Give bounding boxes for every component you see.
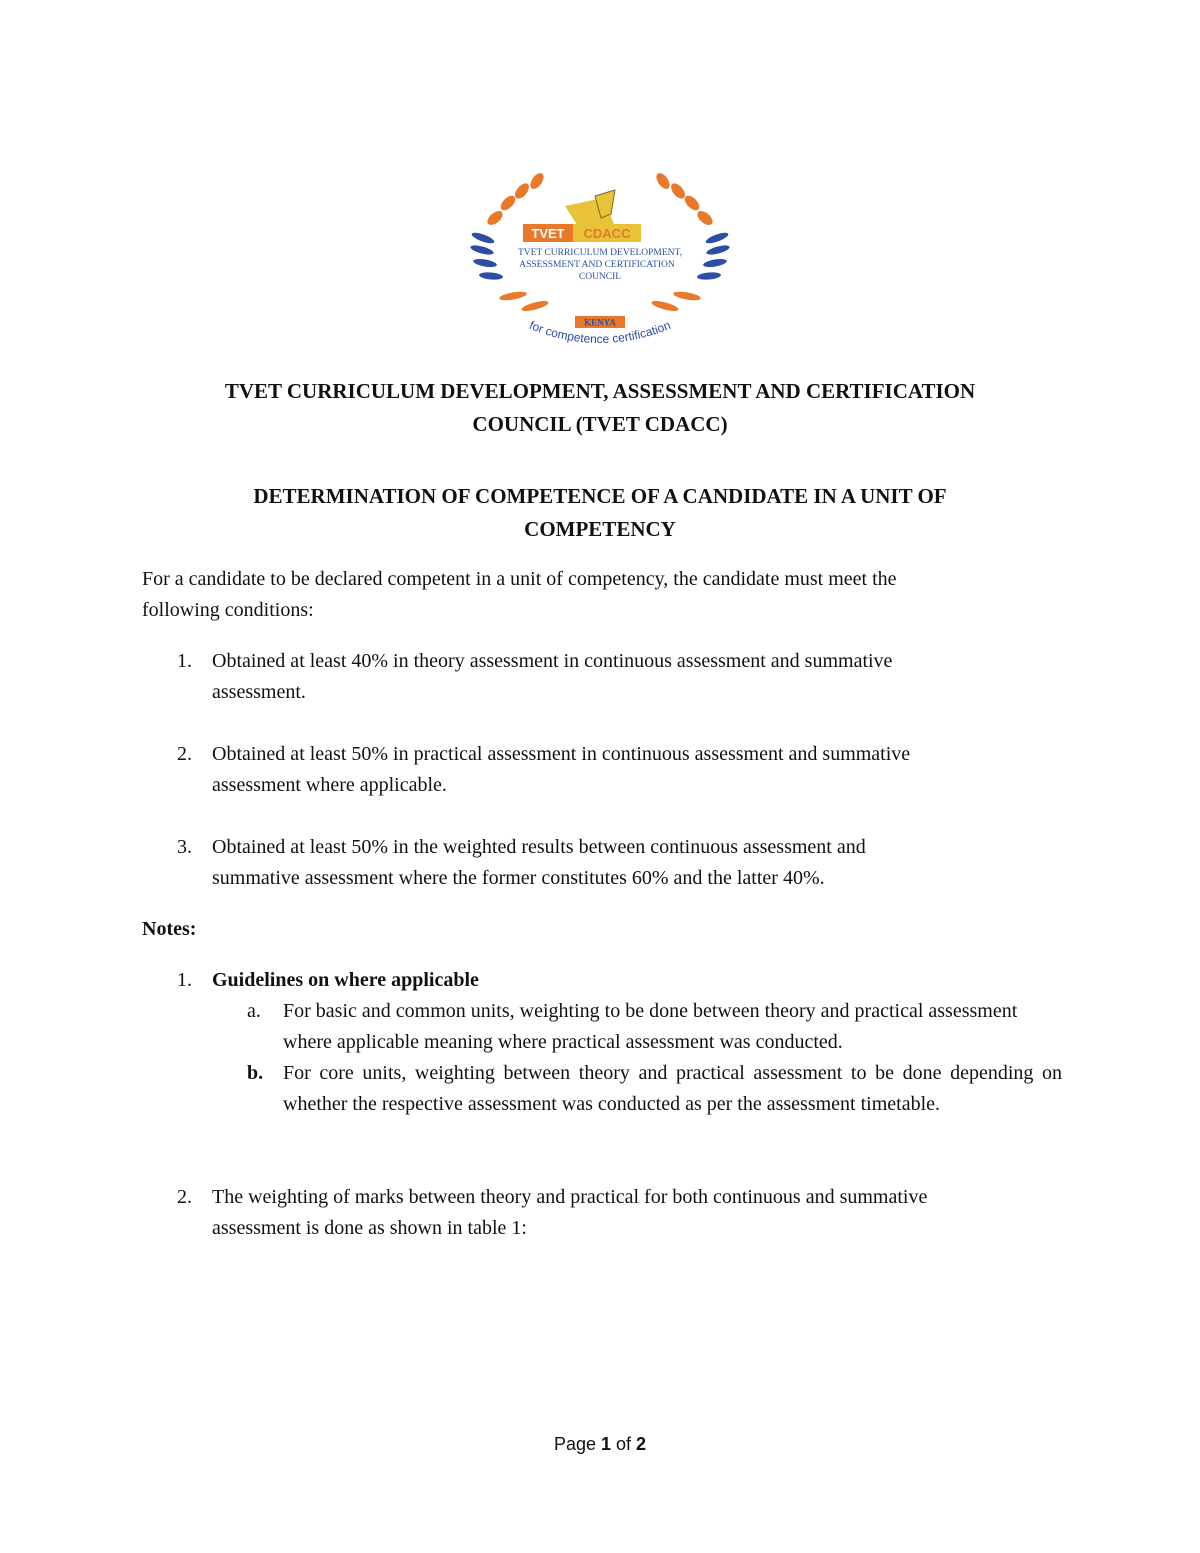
section-title-line1: DETERMINATION OF COMPETENCE OF A CANDIDATE IN A UNIT OF [253,484,947,508]
note-title: Guidelines on where applicable [212,969,479,991]
logo-country: KENYA [584,317,616,328]
note-number: 1. [177,969,192,991]
condition-text: Obtained at least 40% in theory assessment in continuous assessment and summative assessment. [212,650,893,703]
intro-line2: following conditions: [142,599,314,621]
footer-prefix: Page [553,1434,601,1454]
note-number: 2. [177,1186,192,1208]
logo-badge-left: TVET [531,226,565,241]
note-subitem-letter: b. [247,1062,264,1084]
condition-text: Obtained at least 50% in practical assessment in continuous assessment and summative assessment where applicable. [212,743,911,796]
note-subitem-text: For core units, weighting between theory and practical assessment to be done depending on whether the respective assessment was conducted as per the assessment timetable. [283,1062,1062,1115]
condition-number: 3. [177,836,192,858]
logo-text-line1: TVET CURRICULUM DEVELOPMENT, [517,248,683,258]
note-subitem-letter: a. [247,1000,261,1022]
section-title-line2: COMPETENCY [524,517,676,541]
page-title-line2: COUNCIL (TVET CDACC) [472,412,728,436]
condition-number: 1. [177,650,192,672]
intro-line1: For a candidate to be declared competent in a unit of competency, the candidate must meet the [142,568,897,590]
condition-number: 2. [177,743,192,765]
condition-text: Obtained at least 50% in the weighted results between continuous assessment and summative assessment where the former constitutes 60% and the latter 40%. [212,836,866,889]
page-title [100,375,1100,441]
page-title-line1: TVET CURRICULUM DEVELOPMENT, ASSESSMENT AND CERTIFICATION [224,379,976,403]
tvet-cdacc-logo [465,168,735,353]
logo-badge-right: CDACC [583,226,631,241]
section-title [100,480,1100,546]
logo-text-line2: ASSESSMENT AND CERTIFICATION [519,260,675,270]
note-text: The weighting of marks between theory and practical for both continuous and summative assessment is done as shown in table 1: [212,1186,928,1239]
notes-heading: Notes: [142,918,197,940]
footer-total-pages: 2 [636,1434,647,1454]
footer-of: of [611,1434,637,1454]
page-footer [0,1429,1200,1459]
footer-current-page: 1 [601,1434,612,1454]
logo-text-line3: COUNCIL [578,272,622,282]
intro-paragraph [142,564,1062,626]
note-subitem-text: For basic and common units, weighting to be done between theory and practical assessment where applicable meaning where practical assessment was conducted. [283,1000,1018,1053]
logo-motto: for competence certification [527,318,673,347]
